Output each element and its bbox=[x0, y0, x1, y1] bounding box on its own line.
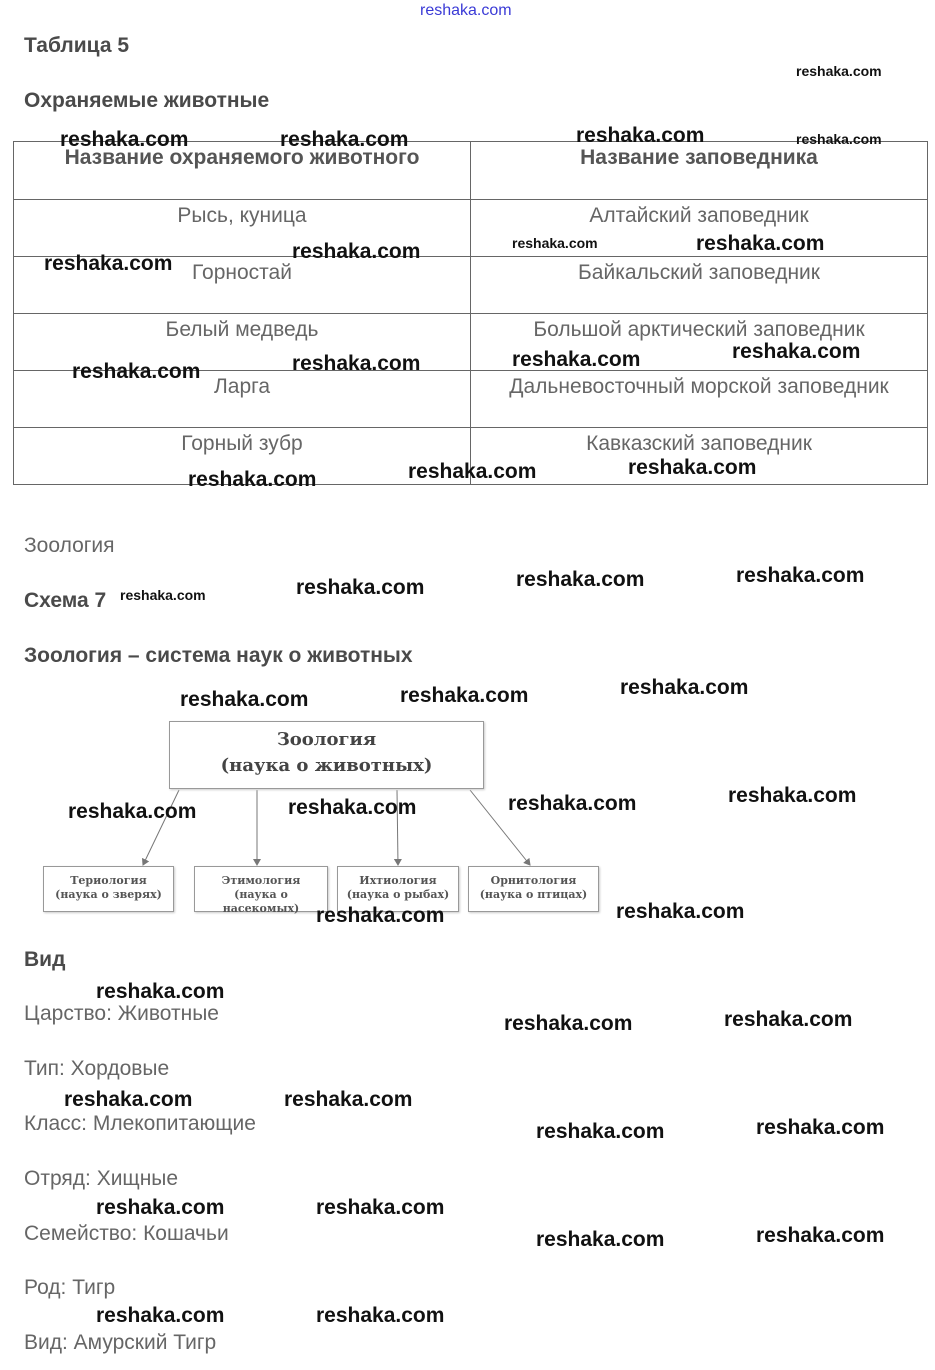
animal-cell: Горностай bbox=[14, 257, 471, 314]
watermark: reshaka.com bbox=[796, 131, 882, 147]
watermark: reshaka.com bbox=[724, 1008, 853, 1031]
classification-line: Семейство: Кошачьи bbox=[24, 1222, 229, 1245]
table-title: Таблица 5 bbox=[24, 34, 130, 57]
watermark: reshaka.com bbox=[316, 904, 445, 927]
watermark: reshaka.com bbox=[732, 340, 861, 363]
reserve-cell: Дальневосточный морской заповедник bbox=[471, 371, 928, 428]
watermark: reshaka.com bbox=[316, 1196, 445, 1219]
watermark: reshaka.com bbox=[616, 900, 745, 923]
diagram-child-box bbox=[43, 866, 174, 912]
watermark: reshaka.com bbox=[180, 688, 309, 711]
watermark: reshaka.com bbox=[400, 684, 529, 707]
diagram-child-desc: (наука о рыбах) bbox=[346, 888, 450, 901]
watermark: reshaka.com bbox=[536, 1228, 665, 1251]
watermark: reshaka.com bbox=[296, 576, 425, 599]
classification-line: Класс: Млекопитающие bbox=[24, 1112, 256, 1135]
section-label: Зоология bbox=[24, 534, 115, 557]
watermark: reshaka.com bbox=[96, 1304, 225, 1327]
watermark: reshaka.com bbox=[508, 792, 637, 815]
classification-line: Царство: Животные bbox=[24, 1002, 219, 1025]
watermark: reshaka.com bbox=[576, 124, 705, 147]
watermark: reshaka.com bbox=[756, 1224, 885, 1247]
watermark: reshaka.com bbox=[60, 128, 189, 151]
watermark: reshaka.com bbox=[68, 800, 197, 823]
diagram-root-box bbox=[169, 721, 484, 789]
watermark: reshaka.com bbox=[728, 784, 857, 807]
classification-title: Вид bbox=[24, 948, 66, 971]
watermark: reshaka.com bbox=[628, 456, 757, 479]
watermark: reshaka.com bbox=[620, 676, 749, 699]
classification-line: Вид: Амурский Тигр bbox=[24, 1331, 217, 1354]
reserve-cell: Байкальский заповедник bbox=[471, 257, 928, 314]
watermark: reshaka.com bbox=[512, 235, 598, 251]
reserve-cell: Большой арктический заповедник bbox=[471, 314, 928, 371]
watermark: reshaka.com bbox=[316, 1304, 445, 1327]
watermark: reshaka.com bbox=[292, 240, 421, 263]
watermark: reshaka.com bbox=[96, 980, 225, 1003]
diagram-child-box bbox=[194, 866, 328, 915]
reserve-cell: Алтайский заповедник bbox=[471, 200, 928, 257]
watermark: reshaka.com bbox=[96, 1196, 225, 1219]
watermark: reshaka.com bbox=[292, 352, 421, 375]
diagram-root-title: Зоология bbox=[276, 729, 377, 750]
watermark: reshaka.com bbox=[696, 232, 825, 255]
watermark: reshaka.com bbox=[120, 587, 206, 603]
scheme-title: Схема 7 bbox=[24, 589, 107, 612]
watermark: reshaka.com bbox=[72, 360, 201, 383]
watermark: reshaka.com bbox=[516, 568, 645, 591]
classification-line: Род: Тигр bbox=[24, 1276, 116, 1299]
diagram-child-name: Ихтиология bbox=[359, 874, 437, 887]
watermark: reshaka.com bbox=[408, 460, 537, 483]
animal-cell: Горный зубр bbox=[14, 428, 471, 485]
watermark: reshaka.com bbox=[288, 796, 417, 819]
scheme-subtitle: Зоология – система наук о животных bbox=[24, 644, 413, 667]
watermark: reshaka.com bbox=[504, 1012, 633, 1035]
watermark: reshaka.com bbox=[284, 1088, 413, 1111]
animal-cell: Рысь, куница bbox=[14, 200, 471, 257]
watermark: reshaka.com bbox=[736, 564, 865, 587]
watermark: reshaka.com bbox=[756, 1116, 885, 1139]
diagram-child-name: Этимология bbox=[221, 874, 301, 887]
animal-cell: Ларга bbox=[14, 371, 471, 428]
diagram-child-desc: (наука о зверях) bbox=[55, 888, 162, 901]
top-site-link[interactable]: reshaka.com bbox=[420, 2, 512, 19]
diagram-child-name: Орнитология bbox=[490, 874, 577, 887]
classification-line: Тип: Хордовые bbox=[24, 1057, 170, 1080]
diagram-child-name: Териология bbox=[70, 874, 147, 887]
diagram-child-box bbox=[468, 866, 599, 912]
column-header-animal: Название охраняемого животного bbox=[14, 142, 471, 200]
watermark: reshaka.com bbox=[188, 468, 317, 491]
diagram-child-desc: (наука о насекомых) bbox=[222, 888, 300, 915]
watermark: reshaka.com bbox=[280, 128, 409, 151]
diagram-root-desc: (наука о животных) bbox=[220, 755, 433, 776]
classification-line: Отряд: Хищные bbox=[24, 1167, 179, 1190]
column-header-reserve: Название заповедника bbox=[471, 142, 928, 200]
reserve-cell: Кавказский заповедник bbox=[471, 428, 928, 485]
diagram-child-desc: (наука о птицах) bbox=[479, 888, 588, 901]
watermark: reshaka.com bbox=[512, 348, 641, 371]
watermark: reshaka.com bbox=[536, 1120, 665, 1143]
table-subtitle: Охраняемые животные bbox=[24, 89, 270, 112]
watermark: reshaka.com bbox=[44, 252, 173, 275]
watermark: reshaka.com bbox=[64, 1088, 193, 1111]
animal-cell: Белый медведь bbox=[14, 314, 471, 371]
watermark: reshaka.com bbox=[796, 63, 882, 79]
